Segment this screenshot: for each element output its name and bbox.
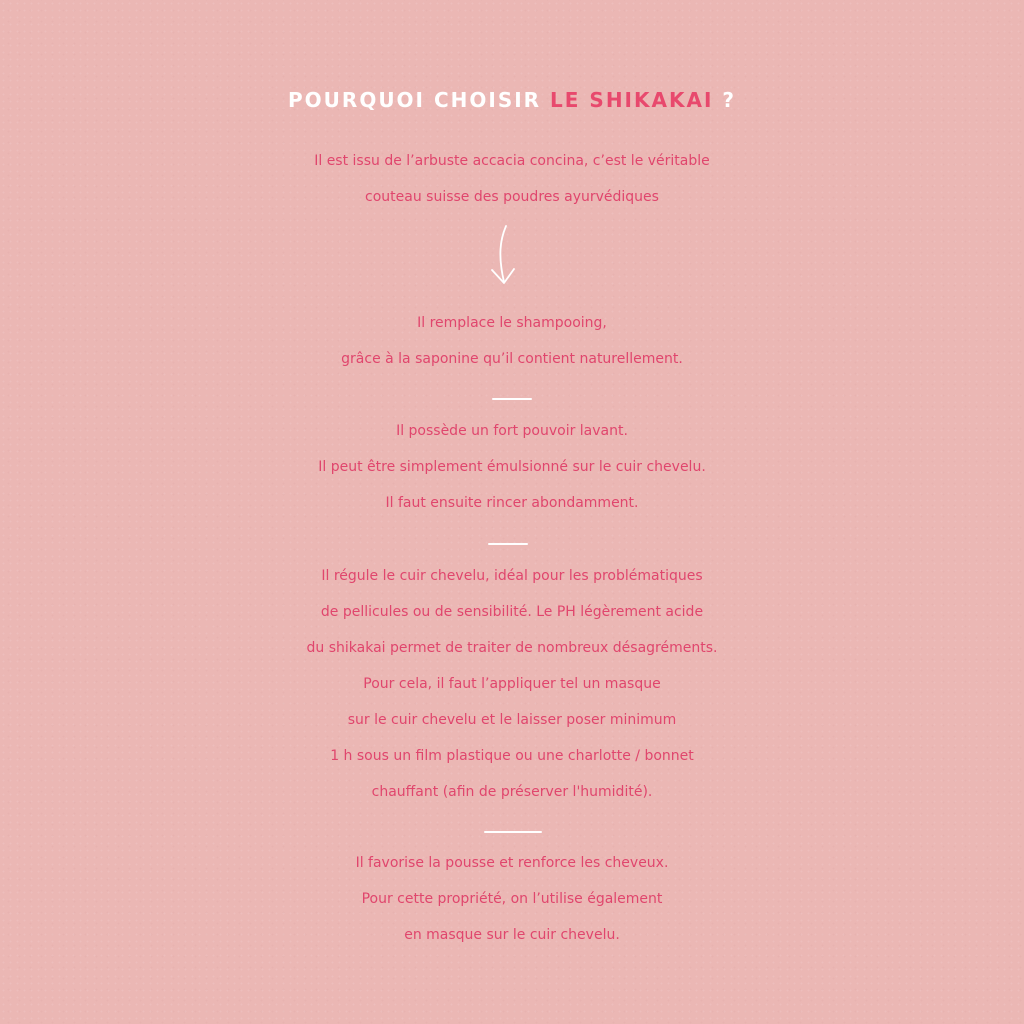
- section-line: 1 h sous un film plastique ou une charlotte / bonnet: [330, 748, 694, 764]
- divider: [492, 398, 532, 400]
- page-title: [0, 72, 1024, 128]
- section-line: sur le cuir chevelu et le laisser poser minimum: [347, 712, 677, 728]
- section-scalp: [0, 558, 1024, 810]
- section-line: chauffant (afin de préserver l'humidité).: [371, 784, 653, 800]
- section-line: Il faut ensuite rincer abondamment.: [385, 495, 639, 511]
- intro-line: Il est issu de l’arbuste accacia concina, c’est le véritable: [314, 153, 710, 169]
- section-growth: [0, 845, 1024, 953]
- section-line: grâce à la saponine qu’il contient naturellement.: [341, 351, 683, 367]
- section-line: Il remplace le shampooing,: [417, 315, 607, 331]
- divider: [484, 831, 542, 833]
- section-line: Il favorise la pousse et renforce les cheveux.: [355, 855, 669, 871]
- title-question-mark: ?: [713, 88, 736, 112]
- section-line: du shikakai permet de traiter de nombreux désagréments.: [306, 640, 718, 656]
- section-line: en masque sur le cuir chevelu.: [404, 927, 620, 943]
- section-line: Il régule le cuir chevelu, idéal pour les problématiques: [321, 568, 703, 584]
- intro-line: couteau suisse des poudres ayurvédiques: [365, 189, 659, 205]
- section-line: de pellicules ou de sensibilité. Le PH légèrement acide: [320, 604, 704, 620]
- title-part-accent: LE SHIKAKAI: [550, 88, 714, 112]
- section-washing: [0, 413, 1024, 521]
- section-line: Pour cela, il faut l’appliquer tel un masque: [363, 676, 661, 692]
- divider: [488, 543, 528, 545]
- curved-down-arrow-icon: [486, 222, 526, 290]
- intro-paragraph: [0, 143, 1024, 215]
- title-part-white: POURQUOI CHOISIR: [288, 88, 551, 112]
- section-line: Il possède un fort pouvoir lavant.: [396, 423, 628, 439]
- section-line: Il peut être simplement émulsionné sur le cuir chevelu.: [318, 459, 706, 475]
- section-shampoo: [0, 305, 1024, 377]
- section-line: Pour cette propriété, on l’utilise également: [361, 891, 663, 907]
